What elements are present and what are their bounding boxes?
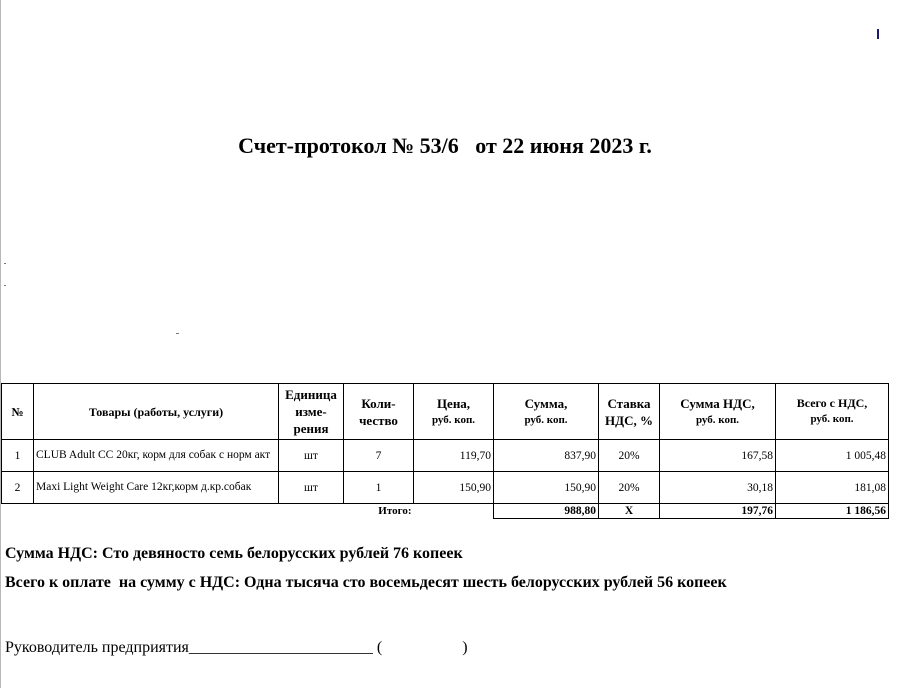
header-goods: Товары (работы, услуги) [34, 384, 279, 440]
row-name: CLUB Adult CC 20кг, корм для собак с норм акт [34, 440, 279, 472]
table-row [2, 472, 889, 504]
header-vat-sum: Сумма НДС, руб. коп. [660, 384, 776, 440]
row-name: Maxi Light Weight Care 12кг,корм д.кр.собак [34, 472, 279, 504]
header-num: № [2, 384, 34, 440]
row-qty: 7 [344, 440, 414, 472]
vat-amount-text: Сумма НДС: Сто девяносто семь белорусских рублей 76 копеек [5, 545, 463, 562]
invoice-table [1, 383, 889, 519]
scan-speck [4, 263, 6, 264]
table-row [2, 440, 889, 472]
totals-total: 1 186,56 [776, 504, 889, 519]
header-price: Цена, руб. коп. [414, 384, 494, 440]
row-num: 2 [2, 472, 34, 504]
totals-vat-rate: Х [599, 504, 660, 519]
total-amount-text: Всего к оплате на сумму с НДС: Одна тысяча сто восемьдесят шесть белорусских рублей 56 копеек [5, 574, 727, 591]
header-vat-rate: Ставка НДС, % [599, 384, 660, 440]
page-left-edge [0, 0, 1, 688]
header-qty: Коли- чество [344, 384, 414, 440]
row-total: 1 005,48 [776, 440, 889, 472]
row-sum: 150,90 [494, 472, 599, 504]
totals-sum: 988,80 [494, 504, 599, 519]
row-price: 119,70 [414, 440, 494, 472]
header-total: Всего с НДС, руб. коп. [776, 384, 889, 440]
table-header-row [2, 384, 889, 440]
document-title: Счет-протокол № 53/6 от 22 июня 2023 г. [238, 133, 652, 158]
totals-label: Итого: [378, 504, 412, 517]
row-total: 181,08 [776, 472, 889, 504]
row-qty: 1 [344, 472, 414, 504]
corner-mark [877, 29, 879, 39]
row-unit: шт [279, 472, 344, 504]
row-price: 150,90 [414, 472, 494, 504]
row-num: 1 [2, 440, 34, 472]
totals-spacer [414, 504, 494, 519]
row-vat-sum: 30,18 [660, 472, 776, 504]
scan-speck [176, 333, 179, 334]
row-vat-rate: 20% [599, 472, 660, 504]
row-sum: 837,90 [494, 440, 599, 472]
header-sum: Сумма, руб. коп. [494, 384, 599, 440]
signature-line: Руководитель предприятия_______________________ ( ) [5, 639, 468, 656]
row-vat-rate: 20% [599, 440, 660, 472]
totals-vat-sum: 197,76 [660, 504, 776, 519]
row-vat-sum: 167,58 [660, 440, 776, 472]
header-unit: Единица изме- рения [279, 384, 344, 440]
row-unit: шт [279, 440, 344, 472]
scan-speck [4, 285, 6, 286]
totals-row [2, 504, 889, 519]
